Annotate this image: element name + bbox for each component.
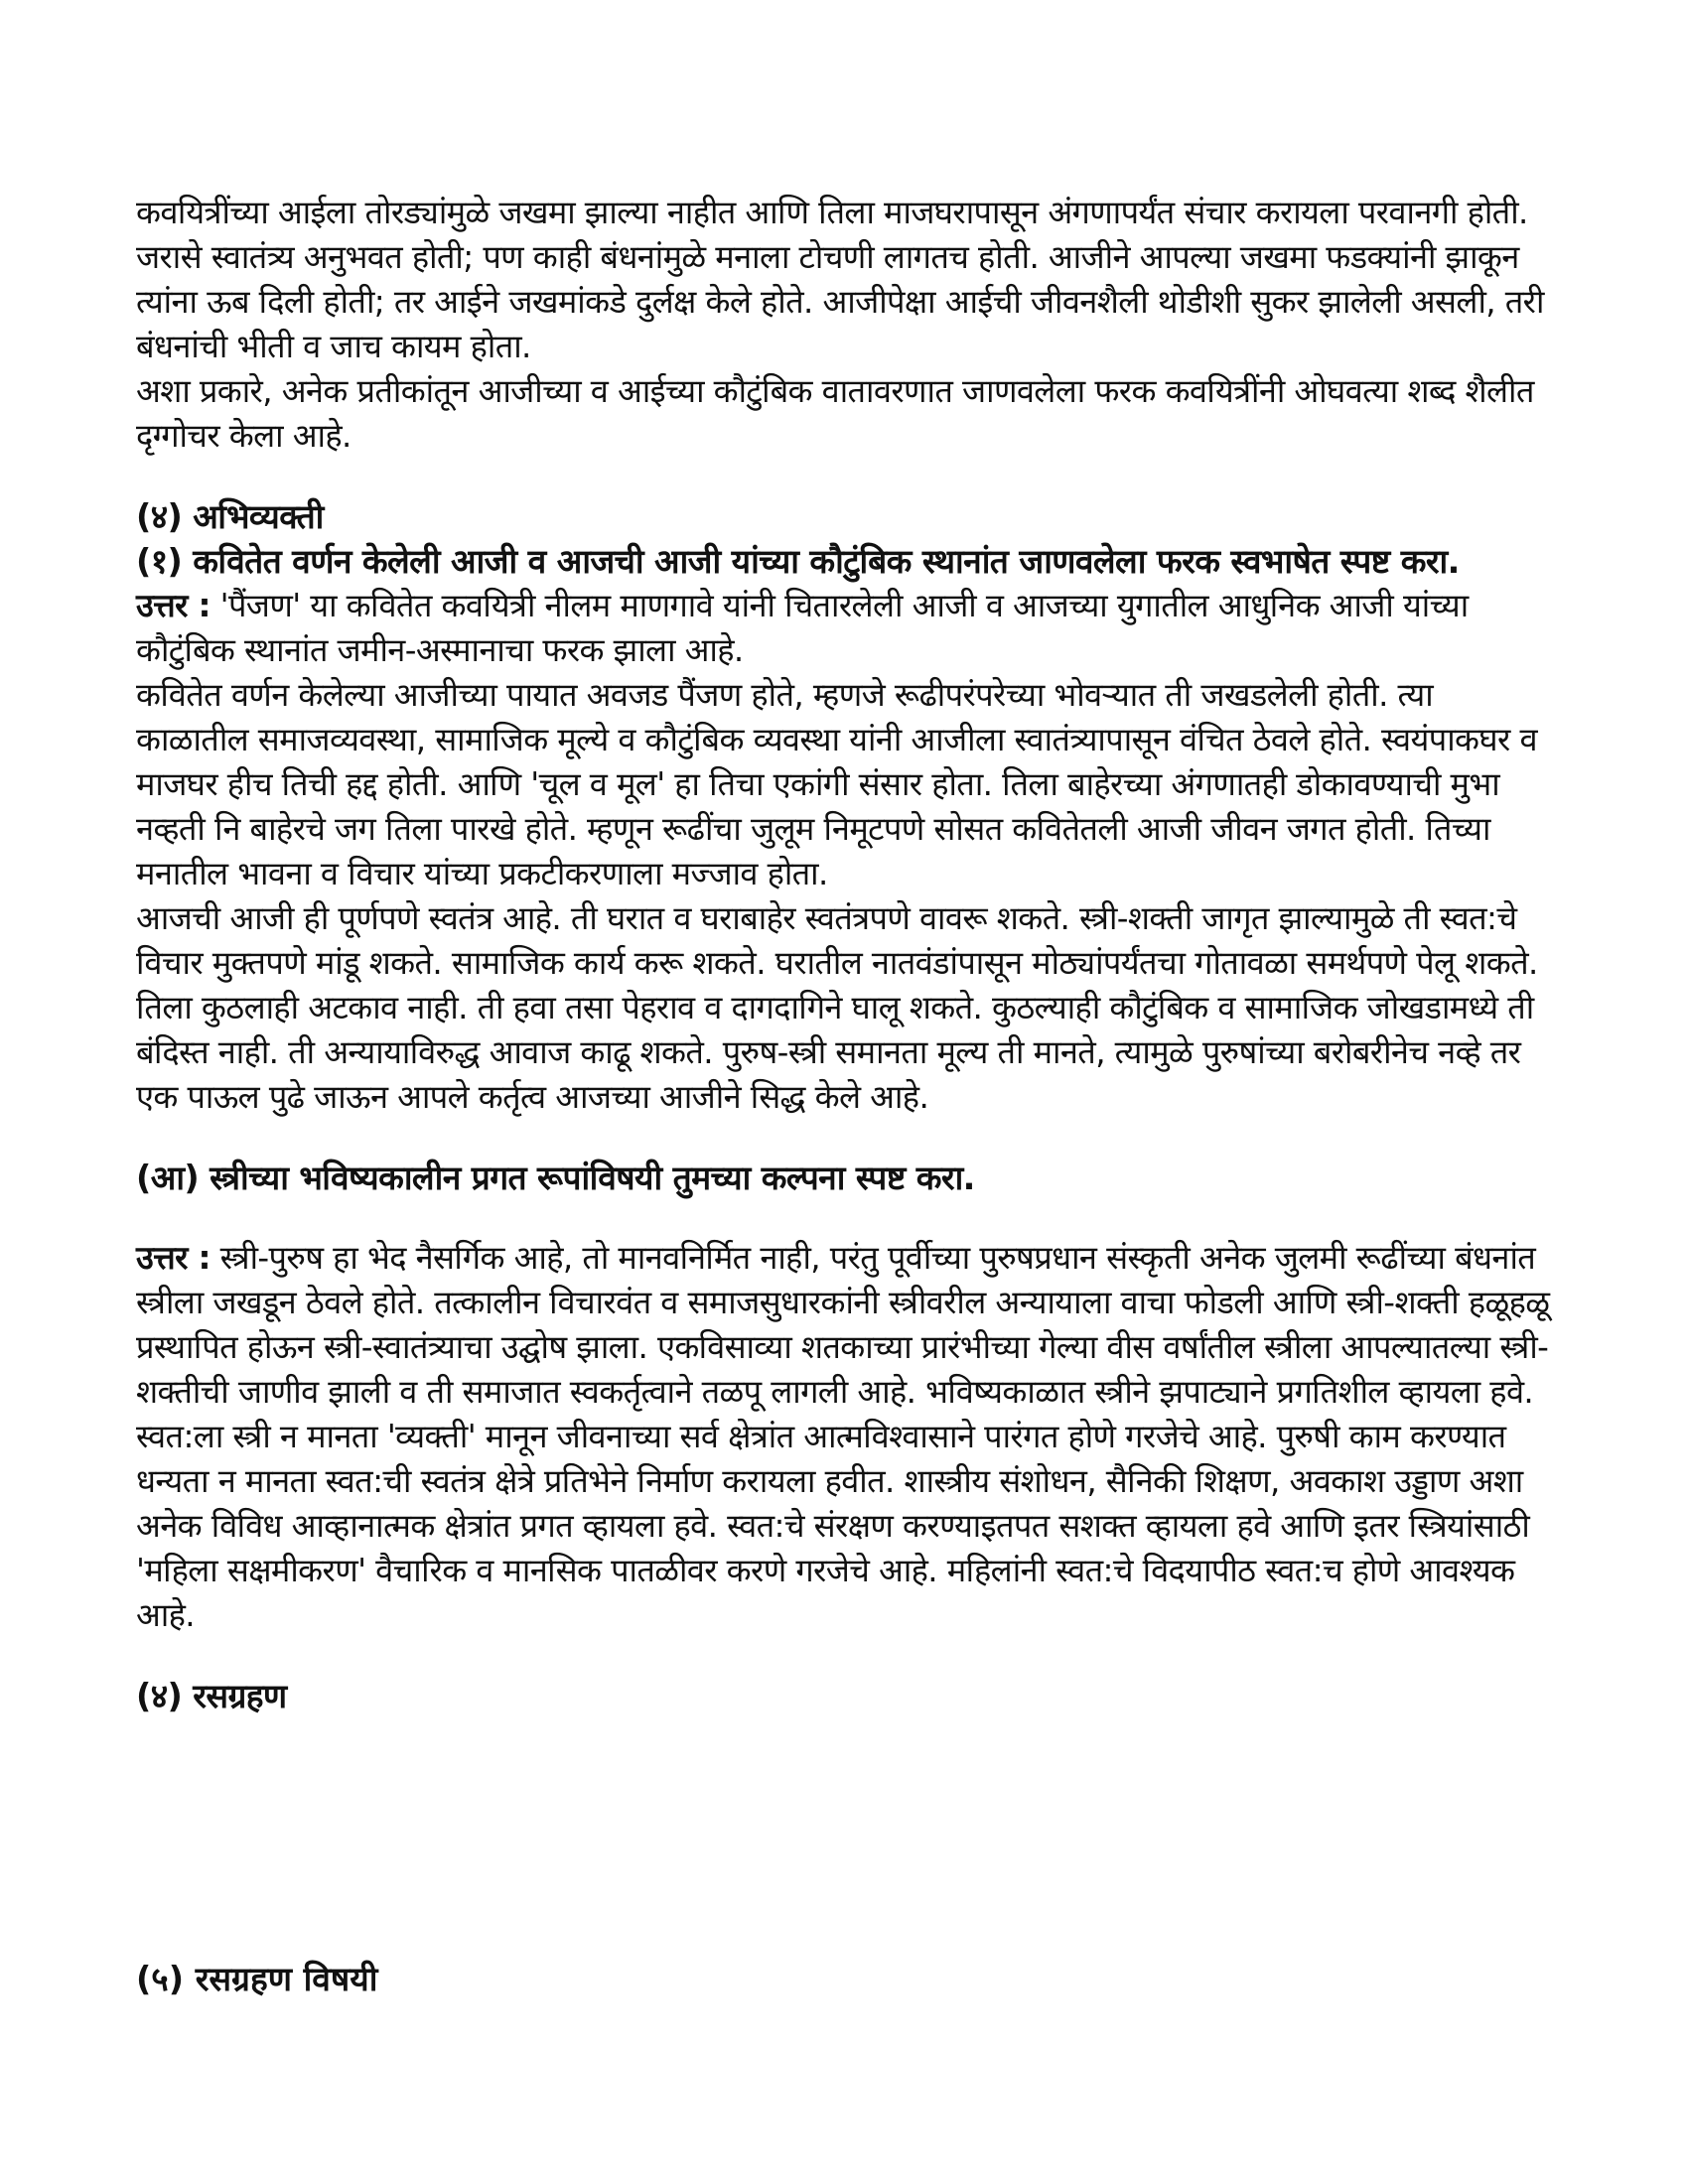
cutoff-next-line bbox=[136, 1960, 533, 1998]
intro-paragraph-2: अशा प्रकारे, अनेक प्रतीकांतून आजीच्या व आईच्या कौटुंबिक वातावरणात जाणवलेला फरक कवयित्रींनी ओघवत्या शब्द शैलीत दृग्गोचर केला आहे. bbox=[136, 372, 1534, 455]
document-page bbox=[136, 191, 1554, 1718]
answer-1-paragraph-1 bbox=[136, 584, 1554, 673]
question-1: (१) कवितेत वर्णन केलेली आजी व आजची आजी यांच्या कौटुंबिक स्थानांत जाणवलेला फरक स्वभाषेत स्पष्ट करा. bbox=[136, 542, 1460, 581]
answer-1-text: 'पैंजण' या कवितेत कवयित्री नीलम माणगावे यांनी चितारलेली आजी व आजच्या युगातील आधुनिक आजी यांच्या कौटुंबिक स्थानांत जमीन-अस्मानाचा फरक झाला आहे. bbox=[136, 587, 1469, 669]
answer-2-text: स्त्री-पुरुष हा भेद नैसर्गिक आहे, तो मानवनिर्मित नाही, परंतु पूर्वीच्या पुरुषप्रधान संस्कृती अनेक जुलमी रूढींच्या बंधनांत स्त्रीला जखडून ठेवले होते. तत्कालीन विचारवंत व समाजसुधारकांनी स्त्रीवरील अन्यायाला वाचा फोडली आणि स्त्री-शक्ती हळूहळू प्रस्थापित होऊन स्त्री-स्वातंत्र्याचा उद्घोष झाला. एकविसाव्या शतकाच्या प्रारंभीच्या गेल्या वीस वर्षांतील स्त्रीला आपल्यातल्या स्त्री-शक्तीची जाणीव झाली व ती समाजात स्वकर्तृत्वाने तळपू लागली आहे. भविष्यकाळात स्त्रीने झपाट्याने प्रगतिशील व्हायला हवे. स्वत:ला स्त्री न मानता 'व्यक्ती' मानून जीवनाच्या सर्व क्षेत्रांत आत्मविश्वासाने पारंगत होणे गरजेचे आहे. पुरुषी काम करण्यात धन्यता न मानता स्वत:ची स्वतंत्र क्षेत्रे प्रतिभेने निर्माण करायला हवीत. शास्त्रीय संशोधन, सैनिकी शिक्षण, अवकाश उड्डाण अशा अनेक विविध आव्हानात्मक क्षेत्रांत प्रगत व्हायला हवे. स्वत:चे संरक्षण करण्याइतपत सशक्त व्हायला हवे आणि इतर स्त्रियांसाठी 'महिला सक्षमीकरण' वैचारिक व मानसिक पातळीवर करणे गरजेचे आहे. महिलांनी स्वत:चे विदयापीठ स्वत:च होणे आवश्यक आहे. bbox=[136, 1239, 1550, 1634]
answer-1-paragraph-2: कवितेत वर्णन केलेल्या आजीच्या पायात अवजड पैंजण होते, म्हणजे रूढीपरंपरेच्या भोवऱ्यात ती जखडलेली होती. त्या काळातील समाजव्यवस्था, सामाजिक मूल्ये व कौटुंबिक व्यवस्था यांनी आजीला स्वातंत्र्यापासून वंचित ठेवले होते. स्वयंपाकघर व माजघर हीच तिची हद्द होती. आणि 'चूल व मूल' हा तिचा एकांगी संसार होता. तिला बाहेरच्या अंगणातही डोकावण्याची मुभा नव्हती नि बाहेरचे जग तिला पारखे होते. म्हणून रूढींचा जुलूम निमूटपणे सोसत कवितेतली आजी जीवन जगत होती. तिच्या मनातील भावना व विचार यांच्या प्रकटीकरणाला मज्जाव होता. bbox=[136, 676, 1537, 892]
intro-paragraph-1: कवयित्रींच्या आईला तोरड्यांमुळे जखमा झाल्या नाहीत आणि तिला माजघरापासून अंगणापर्यंत संचार करायला परवानगी होती. जरासे स्वातंत्र्य अनुभवत होती; पण काही बंधनांमुळे मनाला टोचणी लागतच होती. आजीने आपल्या जखमा फडक्यांनी झाकून त्यांना ऊब दिली होती; तर आईने जखमांकडे दुर्लक्ष केले होते. आजीपेक्षा आईची जीवनशैली थोडीशी सुकर झालेली असली, तरी बंधनांची भीती व जाच कायम होता. bbox=[136, 194, 1544, 365]
question-2: (आ) स्त्रीच्या भविष्यकालीन प्रगत रूपांविषयी तुमच्या कल्पना स्पष्ट करा. bbox=[136, 1159, 975, 1197]
section-heading-rasagrahan: (४) रसग्रहण bbox=[136, 1677, 287, 1715]
section-heading-abhivyakti: (४) अभिव्यक्ती bbox=[136, 497, 324, 536]
answer-1-paragraph-3: आजची आजी ही पूर्णपणे स्वतंत्र आहे. ती घरात व घराबाहेर स्वतंत्रपणे वावरू शकते. स्त्री-शक्ती जागृत झाल्यामुळे ती स्वत:चे विचार मुक्तपणे मांडू शकते. सामाजिक कार्य करू शकते. घरातील नातवंडांपासून मोठ्यांपर्यंतचा गोतावळा समर्थपणे पेलू शकते. तिला कुठलाही अटकाव नाही. ती हवा तसा पेहराव व दागदागिने घालू शकते. कुठल्याही कौटुंबिक व सामाजिक जोखडामध्ये ती बंदिस्त नाही. ती अन्यायाविरुद्ध आवाज काढू शकते. पुरुष-स्त्री समानता मूल्य ती मानते, त्यामुळे पुरुषांच्या बरोबरीनेच नव्हे तर एक पाऊल पुढे जाऊन आपले कर्तृत्व आजच्या आजीने सिद्ध केले आहे. bbox=[136, 899, 1538, 1116]
answer-2-paragraph bbox=[136, 1236, 1554, 1638]
cutoff-text: (५) रसग्रहण विषयी bbox=[136, 1960, 378, 1998]
answer-label: उत्तर : bbox=[136, 587, 211, 624]
answer-label-2: उत्तर : bbox=[136, 1239, 211, 1277]
